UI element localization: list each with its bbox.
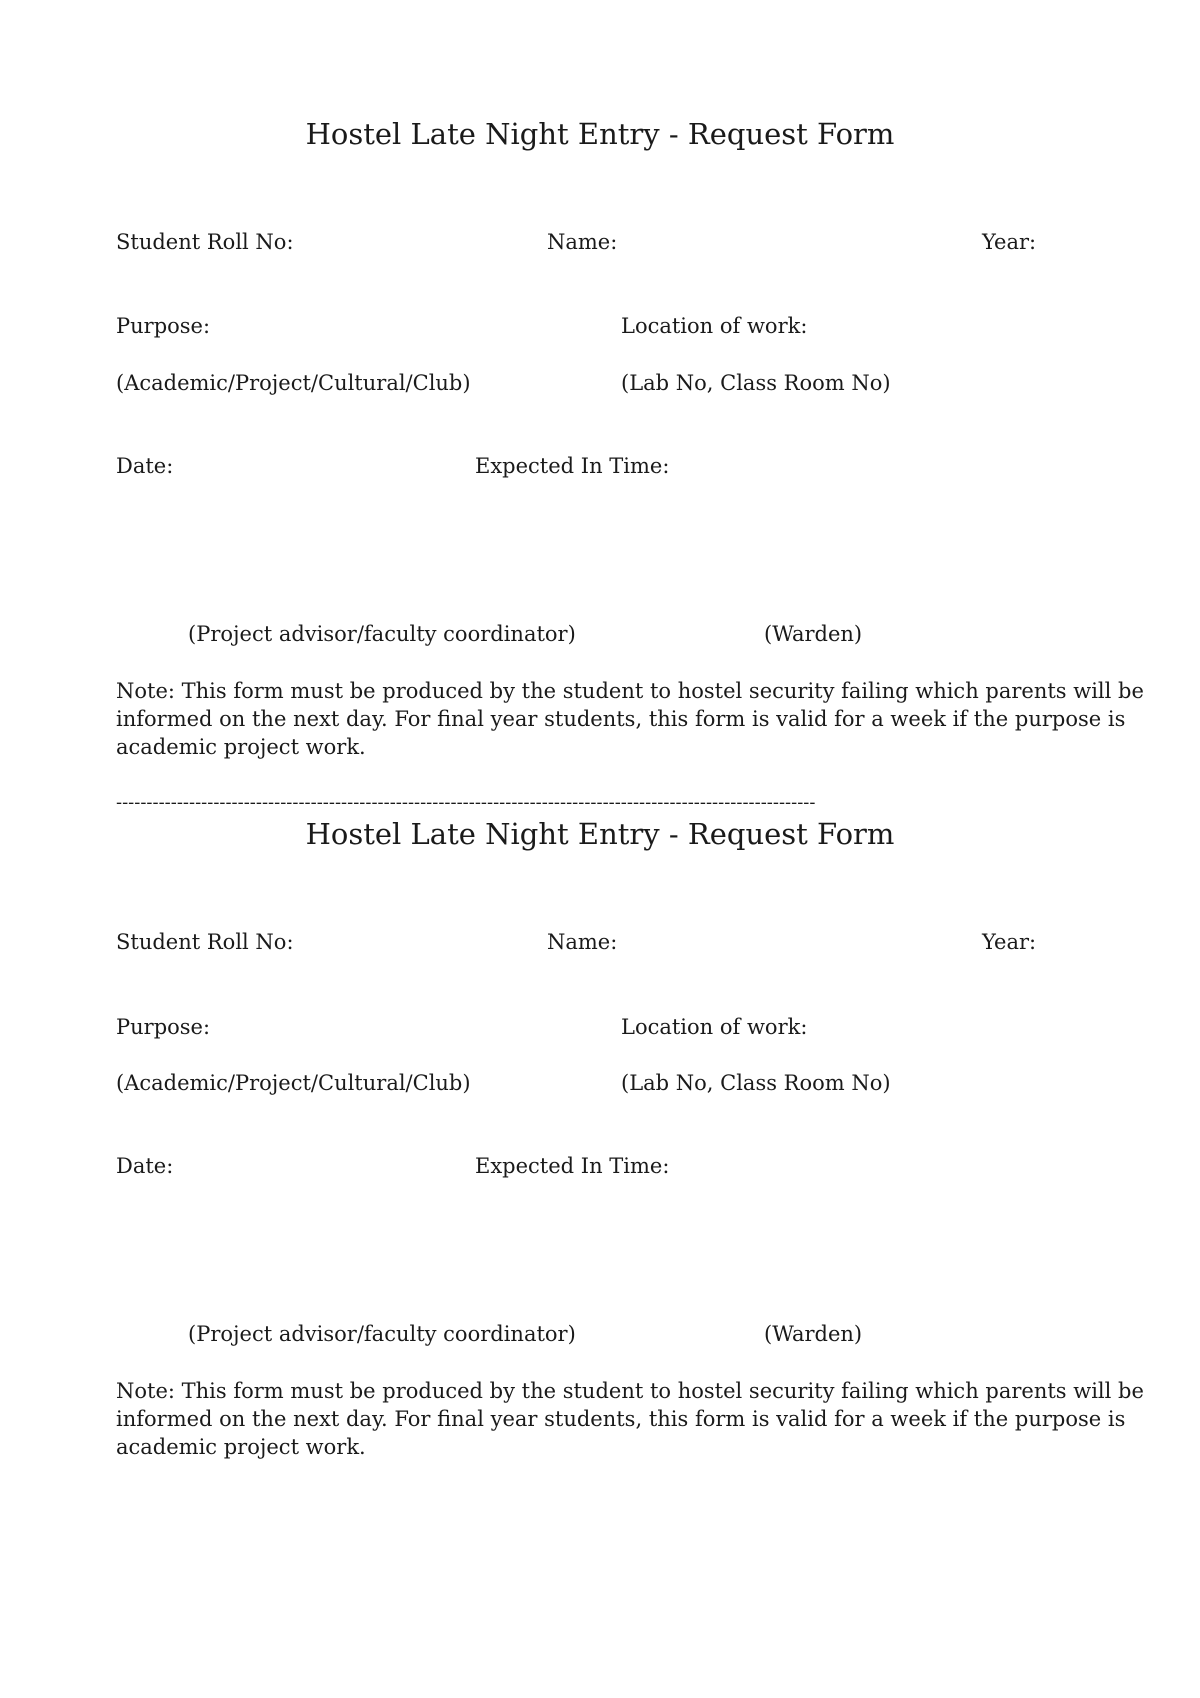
year-label: Year:	[982, 230, 1037, 254]
form-note	[116, 677, 1144, 761]
form-title: Hostel Late Night Entry - Request Form	[305, 117, 895, 151]
purpose-label: Purpose:	[116, 1015, 211, 1039]
in-time-label: Expected In Time:	[475, 1154, 670, 1178]
note-line: academic project work.	[116, 735, 366, 759]
location-hint: (Lab No, Class Room No)	[621, 1071, 891, 1095]
date-label: Date:	[116, 1154, 174, 1178]
note-line: informed on the next day. For final year students, this form is valid for a week if the purpose is	[116, 707, 1126, 731]
warden-signature-label: (Warden)	[764, 622, 863, 646]
note-line: Note: This form must be produced by the student to hostel security failing which parents will be	[116, 1379, 1144, 1403]
roll-no-label: Student Roll No:	[116, 930, 294, 954]
warden-signature-label: (Warden)	[764, 1322, 863, 1346]
roll-no-label: Student Roll No:	[116, 230, 294, 254]
location-hint: (Lab No, Class Room No)	[621, 371, 891, 395]
purpose-hint: (Academic/Project/Cultural/Club)	[116, 1071, 471, 1095]
name-label: Name:	[547, 930, 618, 954]
in-time-label: Expected In Time:	[475, 454, 670, 478]
cut-line-divider: -------------------------------------------------------------------------------------------------------------------	[116, 792, 816, 813]
location-label: Location of work:	[621, 1015, 808, 1039]
form-title: Hostel Late Night Entry - Request Form	[305, 817, 895, 851]
name-label: Name:	[547, 230, 618, 254]
note-line: Note: This form must be produced by the student to hostel security failing which parents will be	[116, 679, 1144, 703]
advisor-signature-label: (Project advisor/faculty coordinator)	[188, 1322, 576, 1346]
purpose-hint: (Academic/Project/Cultural/Club)	[116, 371, 471, 395]
location-label: Location of work:	[621, 314, 808, 338]
note-line: informed on the next day. For final year students, this form is valid for a week if the purpose is	[116, 1407, 1126, 1431]
form-note	[116, 1377, 1144, 1461]
purpose-label: Purpose:	[116, 314, 211, 338]
note-line: academic project work.	[116, 1435, 366, 1459]
date-label: Date:	[116, 454, 174, 478]
year-label: Year:	[982, 930, 1037, 954]
advisor-signature-label: (Project advisor/faculty coordinator)	[188, 622, 576, 646]
